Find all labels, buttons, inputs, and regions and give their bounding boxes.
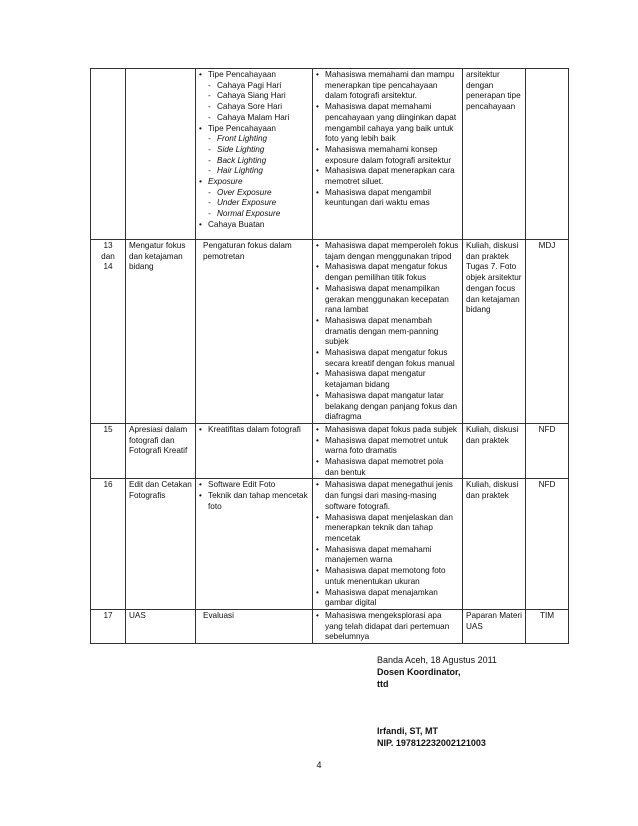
material-list (199, 70, 309, 231)
method-cell (463, 240, 526, 424)
outcome-item: • Mahasiswa dapat menegathui jenis dan fungsi dari masing-masing software fotografi. (316, 480, 459, 512)
lecturer-cell (526, 479, 569, 609)
lecturer-code: TIM (539, 610, 555, 620)
method-text: Kuliah, diskusi dan praktek (466, 424, 519, 445)
material-item: - Under Exposure (199, 198, 309, 209)
lecturer-cell (526, 240, 569, 424)
outcome-item: • Mahasiswa dapat memotret untuk warna foto dramatis (316, 436, 459, 457)
outcome-item: • Mahasiswa dapat memotong foto untuk menentukan ukuran (316, 566, 459, 587)
material-item: - Hair Lighting (199, 166, 309, 177)
method-cell (463, 69, 526, 240)
page-number: 4 (316, 760, 322, 770)
material-item: • Software Edit Foto (199, 480, 309, 491)
material-cell (196, 479, 313, 609)
outcome-item: • Mahasiswa dapat menjelaskan dan menerapkan teknik dan tahap mencetak (316, 513, 459, 545)
lecturer-cell (526, 609, 569, 643)
outcome-item: • Mahasiswa mengeksplorasi apa yang telah didapat dari pertemuan sebelumnya (316, 611, 459, 643)
lecturer-code: MDJ (538, 241, 556, 250)
material-item: - Cahaya Pagi Hari (199, 81, 309, 92)
signature-place-date: Banda Aceh, 18 Agustus 2011 (377, 655, 497, 665)
outcome-item: • Mahasiswa dapat memahami manajemen warna (316, 545, 459, 566)
week-cell (91, 609, 126, 643)
outcome-item: • Mahasiswa dapat mengatur fokus dengan pemilihan titik fokus (316, 262, 459, 283)
material-cell (196, 423, 313, 479)
material-list (199, 425, 309, 436)
material-item: - Side Lighting (199, 145, 309, 156)
method-cell (463, 423, 526, 479)
outcome-item: • Mahasiswa dapat menerapkan cara memotret siluet. (316, 166, 459, 187)
topic-text: Mengatur fokus dan ketajaman bidang (129, 241, 186, 272)
outcomes-cell (313, 240, 463, 424)
topic-cell (126, 479, 196, 609)
week-number: 16 (103, 480, 113, 490)
week-number: 13 dan 14 (101, 241, 115, 272)
method-text: arsitektur dengan penerapan tipe pencahayaan (466, 70, 521, 112)
material-cell (196, 69, 313, 240)
material-text: Pengaturan fokus dalam pemotretan (203, 241, 292, 261)
topic-cell (126, 240, 196, 424)
outcomes-list (316, 70, 459, 209)
material-item: - Cahaya Sore Hari (199, 102, 309, 113)
week-cell (91, 240, 126, 424)
outcome-item: • Mahasiswa memahami konsep exposure dalam fotografi arsitektur (316, 145, 459, 166)
signature-nip: NIP. 197812232002121003 (377, 738, 486, 748)
week-number: 15 (103, 424, 113, 434)
topic-text: Apresiasi dalam fotografi dan Fotografi Kreatif (129, 424, 188, 456)
table-row (91, 609, 569, 643)
topic-text: Edit dan Cetakan Fotografis (129, 480, 192, 501)
material-item: - Cahaya Malam Hari (199, 113, 309, 124)
outcomes-cell (313, 479, 463, 609)
method-cell (463, 479, 526, 609)
outcome-item: • Mahasiswa dapat mangatur latar belakang dengan panjang fokus dan diafragma (316, 391, 459, 423)
material-list (199, 480, 309, 512)
signature-ttd: ttd (377, 679, 389, 689)
outcomes-list (316, 425, 459, 479)
week-cell (91, 69, 126, 240)
lecturer-cell (526, 69, 569, 240)
outcome-item: • Mahasiswa dapat menajamkan gambar digital (316, 588, 459, 609)
method-cell (463, 609, 526, 643)
lesson-plan-table (90, 68, 569, 644)
outcome-item: • Mahasiswa dapat memahami pencahayaan yang diinginkan dapat mengambil cahaya yang baik untuk foto yang lebih baik (316, 102, 459, 145)
material-item: • Tipe Pencahayaan (199, 70, 309, 81)
outcome-item: • Mahasiswa dapat mengatur fokus secara kreatif dengan fokus manual (316, 348, 459, 369)
table-row (91, 240, 569, 424)
material-item: - Cahaya Siang Hari (199, 91, 309, 102)
material-text: Evaluasi (203, 610, 234, 620)
signature-name: Irfandi, ST, MT (377, 726, 439, 736)
material-item: - Normal Exposure (199, 209, 309, 220)
outcome-item: • Mahasiswa memahami dan mampu menerapkan tipe pencahayaan dalam fotografi arsitektur. (316, 70, 459, 102)
topic-cell (126, 423, 196, 479)
table-row (91, 69, 569, 240)
week-number: 17 (103, 610, 113, 620)
topic-cell (126, 609, 196, 643)
material-item: - Front Lighting (199, 134, 309, 145)
material-cell (196, 609, 313, 643)
material-item: - Over Exposure (199, 188, 309, 199)
outcomes-list (316, 611, 459, 643)
material-item: - Back Lighting (199, 156, 309, 167)
lecturer-code: NFD (538, 424, 556, 434)
outcomes-list (316, 480, 459, 608)
outcome-item: • Mahasiswa dapat menambah dramatis dengan mem-panning subjek (316, 316, 459, 348)
outcome-item: • Mahasiswa dapat mengatur ketajaman bidang (316, 369, 459, 390)
material-item: • Cahaya Buatan (199, 220, 309, 231)
material-item: • Exposure (199, 177, 309, 188)
outcome-item: • Mahasiswa dapat fokus pada subjek (316, 425, 459, 436)
topic-text: UAS (129, 610, 146, 620)
table-row (91, 479, 569, 609)
outcome-item: • Mahasiswa dapat mengambil keuntungan dari waktu emas (316, 188, 459, 209)
week-cell (91, 423, 126, 479)
signature-role: Dosen Koordinator, (377, 667, 461, 677)
lecturer-cell (526, 423, 569, 479)
method-text: Paparan Materi UAS (466, 610, 522, 631)
outcomes-cell (313, 423, 463, 479)
lesson-plan-body (91, 69, 569, 644)
week-cell (91, 479, 126, 609)
outcomes-cell (313, 609, 463, 643)
method-text: Kuliah, diskusi dan praktek Tugas 7. Foto objek arsitektur dengan focus dan ketajaman bidang (466, 241, 522, 315)
outcomes-list (316, 241, 459, 423)
method-text: Kuliah, diskusi dan praktek (466, 480, 519, 501)
outcome-item: • Mahasiswa dapat menampilkan gerakan menggunakan kecepatan rana lambat (316, 284, 459, 316)
material-item: • Tipe Pencahayaan (199, 124, 309, 135)
outcomes-cell (313, 69, 463, 240)
topic-cell (126, 69, 196, 240)
table-row (91, 423, 569, 479)
outcome-item: • Mahasiswa dapat memotret pola dan bentuk (316, 457, 459, 478)
material-item: • Teknik dan tahap mencetak foto (199, 491, 309, 512)
outcome-item: • Mahasiswa dapat memperoleh fokus tajam dengan menggunakan tripod (316, 241, 459, 262)
material-item: • Kreatifitas dalam fotografi (199, 425, 309, 436)
lecturer-code: NFD (538, 480, 556, 490)
material-cell (196, 240, 313, 424)
